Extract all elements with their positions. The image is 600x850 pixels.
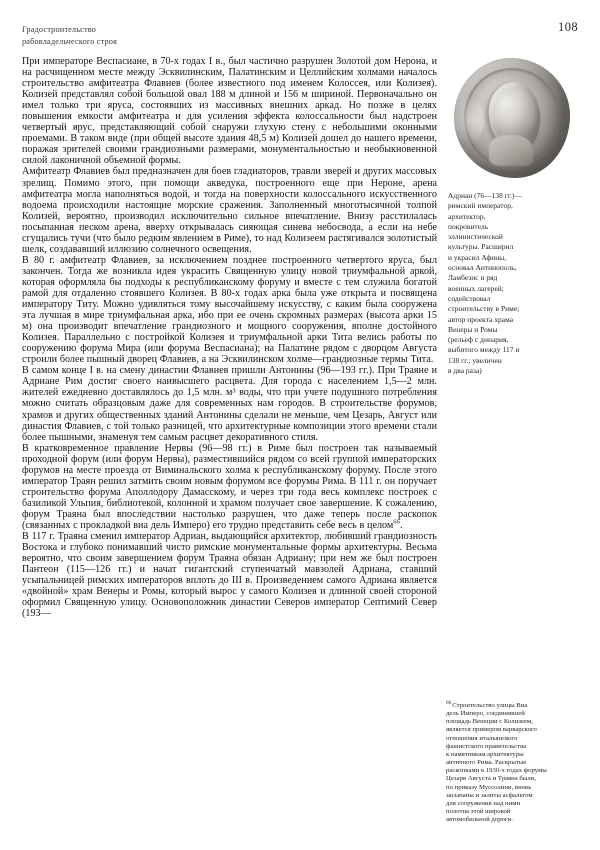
footnote-line: античного Рима. Раскрытые bbox=[446, 759, 527, 767]
denarius-coin-icon bbox=[454, 58, 570, 178]
footnote-first-line bbox=[446, 699, 586, 710]
caption-line: выбитого между 117 и bbox=[448, 345, 520, 355]
paragraph-2: Амфитеатр Флавиев был предназначен для боев гладиаторов, травли зверей и других массовых зрелищ. Помимо этого, при помощи акведука, построенного еще при Нероне, арена амфитеатра могла наполняться водой, и тогда на поверхности колоссального искусственного водоема происходили настоящие морские сражения. Заполненный многотысячной толпой Колизей, вероятно, производил исключительно сильное впечатление. Внизу расстилалась посыпанная песком арена, вверху открывалась сияющая синева небосвода, а если на небе сгущались тучи (что было редким явлением в Риме), то над Колизеем растягивался золотистый шелк, создававший иллюзию солнечного освещения. bbox=[22, 166, 437, 255]
caption-line: в два раза) bbox=[448, 366, 482, 376]
caption-line: эллинистической bbox=[448, 232, 503, 242]
figure-caption bbox=[448, 191, 576, 376]
caption-line: основал Антинополь, bbox=[448, 263, 517, 273]
running-head-line-1: Градостроительство bbox=[22, 25, 97, 34]
running-head-line-2: рабовладельческого строя bbox=[22, 36, 117, 46]
footnote-line: по приказу Муссолини, вновь bbox=[446, 783, 532, 791]
caption-line: (рельеф с динария, bbox=[448, 335, 509, 345]
caption-line: военных лагерей; bbox=[448, 283, 504, 293]
footnote-line: площадь Венеции с Колизеем, bbox=[446, 718, 533, 726]
caption-line: Ламбезис и ряд bbox=[448, 273, 498, 283]
caption-line: и украсил Афины, bbox=[448, 252, 507, 262]
footnote-block bbox=[446, 699, 586, 824]
coin-image bbox=[448, 54, 576, 182]
paragraph-5: В кратковременное правление Нервы (96—98 гг.) в Риме был построен так называемый проходной форум (или форум Нервы), разместившийся рядом со всей группой императорских форумов на месте проезда от Виминальского холма к республиканскому форуму. После этого император Траян решил затмить своим новым форумом все форумы Рима. В 111 г. он поручает строительство форума Аполлодору Дамасскому, и через три года весь комплекс построек с базиликой Ульпия, библиотекой, колонной и храмом получает свое завершение. К сожалению, форум Траяна был впоследствии настолько разрушен, что даже теперь после раскопок (связанных с прокладкой виа дель Имперо) его трудно представить себе весь в целом$^{66}$. bbox=[22, 442, 437, 531]
figure-rail bbox=[446, 54, 578, 376]
footnote-line: автомобильной дороги. bbox=[446, 816, 513, 824]
coin-portrait-bust bbox=[489, 135, 533, 166]
paragraph-5-text: В кратковременное правление Нервы (96—98 гг.) в Риме был построен так называемый проходной форум (или форум Нервы), разместившийся рядом со всей группой императорских форумов на месте проезда от Виминальского холма к республиканскому форуму. После этого император Траян решил затмить своим новым форумом все форумы Рима. В 111 г. он поручает строительство форума Аполлодору Дамасскому, и через три года весь комплекс построек с базиликой Ульпия, библиотекой, колонной и храмом получает свое завершение. К сожалению, форум Траяна был впоследствии настолько разрушен, что даже теперь после раскопок (связанных с прокладкой виа дель Имперо) его трудно представить себе весь в целом bbox=[22, 442, 437, 531]
paragraph-4: В самом конце I в. на смену династии Флавиев пришли Антонины (96—193 гг.). При Траяне и Адриане Рим достиг своего наивысшего расцвета. Для города с населением 1,5—2 млн. жителей ежедневно доставлялось до 1,5 млн. м³ воды, что при учете подушного потребления можно считать образцовым даже для современных нам городов. В строительстве форумов, храмов и других общественных зданий Антонины сделали не меньше, чем Цезарь, Август или династия Флавиев, с той только разницей, что архитектурные композиции этого времени стали более пышными, знаменуя тем самым расцвет декоративного стиля. bbox=[22, 365, 437, 443]
footnote-line: к памятникам архитектуры bbox=[446, 750, 524, 758]
footnote-line: дель Имперо, соединившей bbox=[446, 710, 525, 718]
footnote-line: засыпаны и залиты асфальтом bbox=[446, 791, 533, 799]
caption-line: архитектор, bbox=[448, 211, 486, 221]
footnote-line: Строительство улицы Виа bbox=[452, 702, 528, 709]
footnote-line: отношения итальянского bbox=[446, 734, 518, 742]
caption-line: 138 гг.; увеличен bbox=[448, 355, 502, 365]
caption-line: строительству в Риме; bbox=[448, 304, 520, 314]
paragraph-3: В 80 г. амфитеатр Флавиев, за исключением позднее построенного четвертого яруса, был закончен. Тогда же возникла идея украсить Священную улицу новой триумфальной аркой, которая оформляла бы подходы к республиканскому форуму и вместе с тем служила богатой рамой для отдаленно стоявшего Колизея. В 80-х годах арка была уже открыта и посвящена императору Титу. Можно удивляться тому высочайшему искусству, с каким была сооружена эта лучшая в мире триумфальная арка, ибо при ее очень скромных размерах (высота арки 15 м) она производит впечатление грандиозного и мощного сооружения, вполне достойного Колизея. Параллельно с постройкой Колизея и триумфальной арки Тита велись работы по сооружению форума Мира (или форума Веспасиана); на Палатине рядом с дворцом Августа строили более пышный дворец Флавиев, а на Эсквилинском холме—грандиозные термы Тита. bbox=[22, 254, 437, 366]
footnote-number: 66 bbox=[446, 699, 452, 706]
paragraph-6: В 117 г. Траяна сменил император Адриан, выдающийся архитектор, любивший грандиозность Востока и глубоко понимавший чисто римские монументальные формы архитектуры. Весьма вероятно, что своим завершением форум Траяна обязан Адриану; при нем же был построен Пантеон (115—126 гг.) и начат гигантский ступенчатый мавзолей Адриана, ставший усыпальницей римских императоров вплоть до III в. Произведением самого Адриана является «двойной» храм Венеры и Ромы, который вырос у самого Колизея и длинной своей стороной оформил Священную улицу. Основоположник династии Северов император Септимий Север (193— bbox=[22, 531, 437, 620]
page-number: 108 bbox=[558, 20, 578, 34]
caption-line: Венеры и Ромы bbox=[448, 324, 498, 334]
caption-line: автор проекта храма bbox=[448, 314, 514, 324]
footnote-line: для сооружения над ними bbox=[446, 799, 521, 807]
footnote-line: Цезаря Августа и Траяна были, bbox=[446, 775, 537, 783]
paragraph-1: При императоре Веспасиане, в 70-х годах I в., был частично разрушен Золотой дом Нерона, и на расчищенном месте между Эсквилинским, Палатинским и Целлийским холмами началось строительство амфитеатра Флавиев (более известного под именем Колоссея, или Колизея). Колизей представлял собой большой овал 188 м длиной и 156 м шириной. Первоначально он имел только три яруса, состоявших из массивных внешних аркад. Но позже в целях повышения емкости амфитеатра и для усиления эффекта колоссальности был надстроен четвертый ярус, представляющий собой снаружи глухую стену с небольшими оконными проемами. В таком виде (при общей высоте здания 48,5 м) Колизей дошел до нашего времени, поражая зрителей своими грандиозными размерами, монументальностью и необыкновенной силой лаконичной объемной формы. bbox=[22, 56, 437, 167]
footnote-line: раскопками в 1930-х годах форумы bbox=[446, 767, 547, 775]
footnote-line: фашистского правительства bbox=[446, 742, 527, 750]
footnote-reference: 66 bbox=[393, 518, 400, 526]
caption-line: культуры. Расширил bbox=[448, 242, 514, 252]
footnote-line: полотна этой широкой bbox=[446, 808, 511, 816]
caption-line: покровитель bbox=[448, 221, 489, 231]
main-text-column bbox=[22, 56, 437, 619]
caption-line: Адриан (76—138 гг.)— bbox=[448, 191, 522, 200]
running-head bbox=[22, 24, 352, 47]
caption-line: римский император, bbox=[448, 201, 513, 211]
footnote-line: является примером варварского bbox=[446, 726, 537, 734]
caption-line: содействовал bbox=[448, 293, 491, 303]
